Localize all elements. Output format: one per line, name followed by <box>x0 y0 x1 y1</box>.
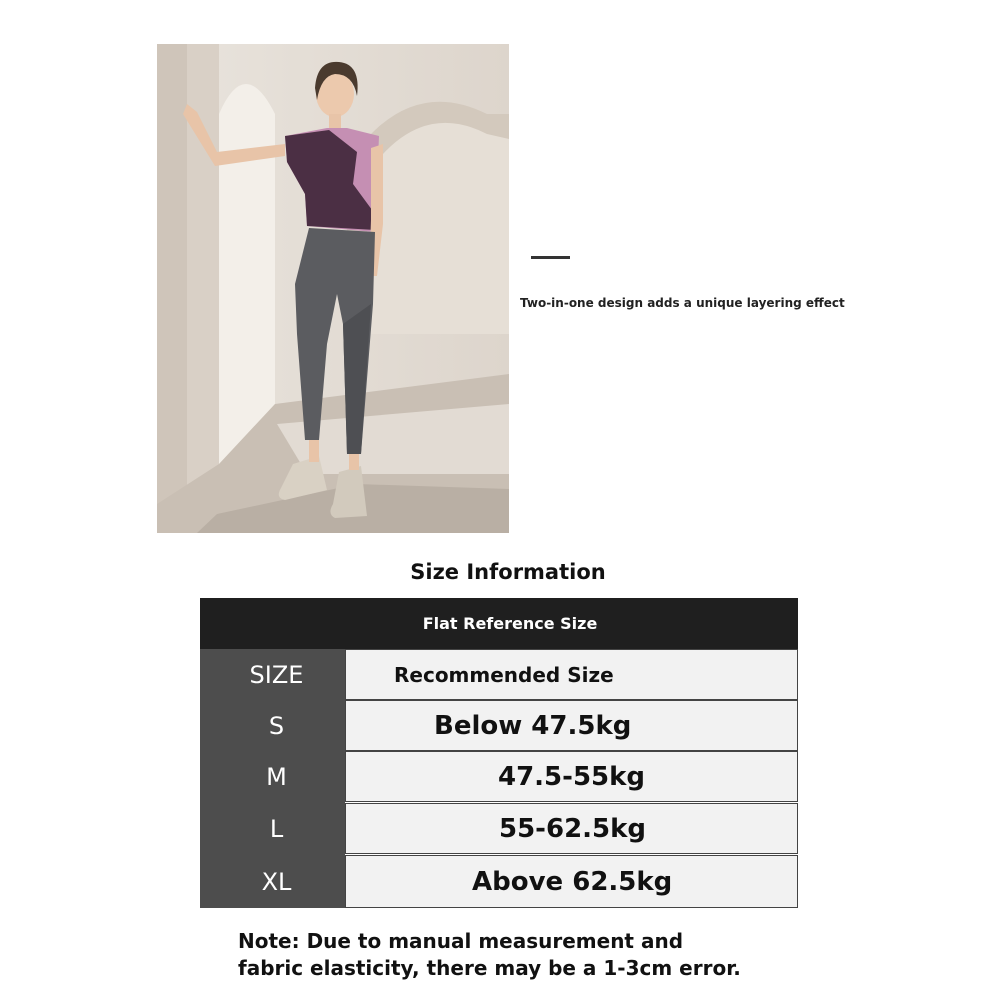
table-row <box>345 751 798 802</box>
note-line-2: fabric elasticity, there may be a 1-3cm error. <box>238 956 741 980</box>
size-column-header: SIZE <box>249 660 304 689</box>
table-header: Flat Reference Size <box>200 598 798 649</box>
feature-caption: Two-in-one design adds a unique layering effect <box>520 296 845 310</box>
model-illustration <box>157 44 509 533</box>
size-cell-xl: XL <box>261 867 292 896</box>
table-row <box>345 855 798 908</box>
recommended-value: 47.5-55kg <box>498 761 646 792</box>
size-cell-l: L <box>269 814 284 843</box>
size-cell-s: S <box>268 711 285 740</box>
caption-divider <box>531 256 570 259</box>
size-cell-m: M <box>266 762 287 791</box>
section-title: Size Information <box>410 560 606 584</box>
recommended-value: Above 62.5kg <box>472 866 673 897</box>
product-photo <box>157 44 509 533</box>
measurement-note <box>238 928 838 982</box>
table-row <box>345 700 798 751</box>
note-line-1: Note: Due to manual measurement and <box>238 929 684 953</box>
size-table <box>200 598 798 908</box>
recommended-value: Below 47.5kg <box>434 710 632 741</box>
table-row <box>345 803 798 854</box>
recommended-header-label: Recommended Size <box>394 662 614 687</box>
recommended-value: 55-62.5kg <box>499 813 647 844</box>
recommended-column-header <box>345 649 798 700</box>
